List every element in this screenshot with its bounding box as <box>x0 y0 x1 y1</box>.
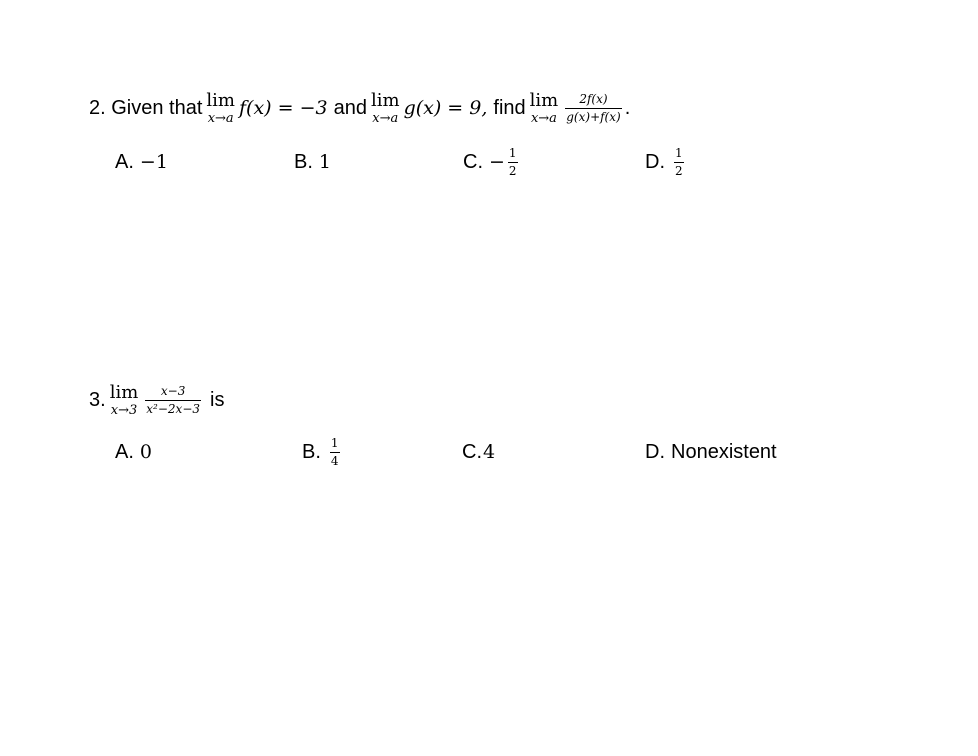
option-b[interactable] <box>294 142 331 182</box>
limit-subscript: x→a <box>372 110 399 126</box>
fraction-numerator: 1 <box>508 145 517 160</box>
option-label: D. <box>645 440 665 463</box>
option-label: D. <box>645 150 665 173</box>
fraction-denominator: 2 <box>675 163 683 178</box>
fraction-bar <box>145 400 201 401</box>
option-b[interactable] <box>302 432 343 472</box>
question-3-suffix: is <box>210 388 225 411</box>
word-find: find <box>493 96 526 119</box>
question-2-stem <box>89 88 630 128</box>
option-label: B. <box>302 440 321 463</box>
fraction <box>674 147 684 177</box>
option-value: −1 <box>139 151 168 173</box>
limit-operator <box>206 89 235 126</box>
fraction-denominator: 2 <box>508 163 517 178</box>
fraction-bar <box>565 108 621 109</box>
limit-operator <box>529 89 559 126</box>
option-label: A. <box>115 150 134 173</box>
question-2-prefix: 2. Given that <box>89 96 203 119</box>
option-value: 1 <box>318 151 331 173</box>
option-label: C. <box>462 440 482 463</box>
fraction-numerator: x−3 <box>160 383 186 398</box>
fraction-numerator: 1 <box>330 435 339 450</box>
question-3-prefix: 3. <box>89 388 106 411</box>
conjunction-and: and <box>333 96 367 119</box>
fraction-denominator: x²−2x−3 <box>146 401 201 416</box>
limit-subscript: x→a <box>530 110 557 126</box>
question-2 <box>89 88 630 128</box>
option-d[interactable] <box>645 432 777 472</box>
limit-subscript: x→3 <box>110 402 138 418</box>
question-3 <box>89 380 224 420</box>
fraction <box>508 147 518 177</box>
fraction-denominator: 4 <box>330 453 339 468</box>
option-value: Nonexistent <box>671 440 777 463</box>
option-a[interactable] <box>115 432 152 472</box>
option-d[interactable] <box>645 142 687 182</box>
limit-operator <box>370 89 400 126</box>
limit-word: lim <box>529 89 559 111</box>
fraction-denominator: g(x)+f(x) <box>566 109 621 124</box>
fraction <box>145 385 201 415</box>
option-label: B. <box>294 150 313 173</box>
fraction-numerator: 2f(x) <box>579 91 608 106</box>
limit-word: lim <box>109 381 139 403</box>
limit-word: lim <box>370 89 400 111</box>
option-a[interactable] <box>115 142 168 182</box>
fraction <box>330 437 340 467</box>
fraction-bar <box>508 162 518 163</box>
option-c[interactable] <box>462 432 495 472</box>
option-c[interactable] <box>463 142 521 182</box>
fraction-bar <box>330 452 340 453</box>
limit-word: lim <box>206 89 235 111</box>
question-3-stem <box>89 380 224 420</box>
limit-expression-g: g(x) = 9, <box>403 97 488 119</box>
option-label: C. <box>463 150 483 173</box>
option-value: 0 <box>139 441 152 463</box>
fraction-bar <box>674 162 684 163</box>
fraction <box>565 93 621 123</box>
limit-operator <box>109 381 139 418</box>
fraction-numerator: 1 <box>675 145 683 160</box>
option-value: 4 <box>483 441 496 463</box>
limit-subscript: x→a <box>207 110 234 126</box>
option-label: A. <box>115 440 134 463</box>
option-sign: − <box>489 151 505 173</box>
limit-expression-f: f(x) = −3 <box>239 97 328 119</box>
period: . <box>624 96 631 119</box>
